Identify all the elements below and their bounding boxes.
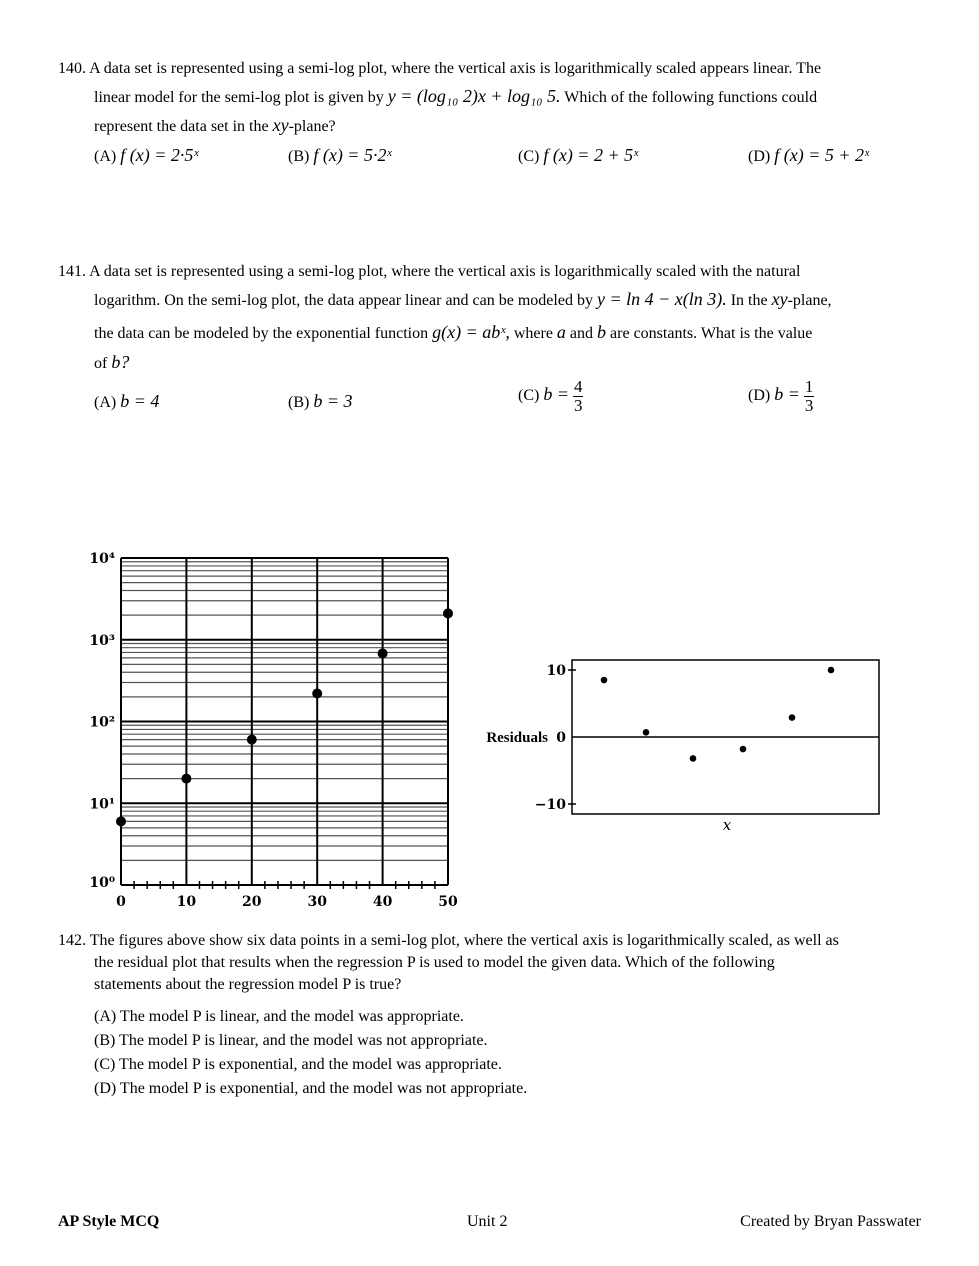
x-axis-label: x <box>722 816 732 834</box>
y-tick-label: 10⁰ <box>89 875 115 891</box>
q141-b: b? <box>111 352 130 372</box>
q141-text: -plane, <box>787 292 832 309</box>
q140-model: y = (log₁₀ 2)x + log₁₀ 5. <box>387 86 561 106</box>
footer-right: Created by Bryan Passwater <box>740 1213 921 1230</box>
residual-point <box>828 667 835 674</box>
q141-a: a <box>556 322 566 342</box>
choice-label: (D) <box>748 387 771 405</box>
q142-text: the residual plot that results when the regression P is used to model the given data. Which of the following <box>94 954 775 971</box>
choice-label: (B) <box>288 394 310 411</box>
q141-text: logarithm. On the semi-log plot, the data appear linear and can be modeled by <box>94 292 593 309</box>
residual-point <box>690 755 697 762</box>
q140-text: represent the data set in the <box>94 118 269 135</box>
choice-expr: f (x) = 5 + 2ˣ <box>774 145 870 165</box>
y-tick-label: 10⁴ <box>89 551 115 567</box>
q141-text: the data can be modeled by the exponential function <box>94 325 429 342</box>
choice-label: (C) <box>518 387 540 405</box>
choice-label: (A) <box>94 148 117 165</box>
choice-expr: b = 4 <box>120 391 160 411</box>
denominator: 3 <box>804 396 814 415</box>
x-tick-label: 30 <box>307 894 327 910</box>
choice-label: (C) <box>518 148 540 165</box>
x-tick-label: 20 <box>242 894 262 910</box>
q141-func: g(x) = abˣ, <box>432 322 510 342</box>
choice-expr: b = 3 <box>313 391 353 411</box>
data-point <box>181 774 191 784</box>
q141-xy: xy <box>771 289 788 309</box>
y-tick-label: 10³ <box>89 632 115 649</box>
numerator: 4 <box>573 377 583 396</box>
y-axis-label: Residuals <box>486 730 548 746</box>
q141-text: A data set is represented using a semi-log plot, where the vertical axis is logarithmically scaled with the natural <box>89 263 801 280</box>
footer-center: Unit 2 <box>467 1213 508 1230</box>
choice-label: (A) <box>94 394 117 411</box>
footer-left: AP Style MCQ <box>58 1213 160 1230</box>
q141-model: y = ln 4 − x(ln 3). <box>596 289 727 309</box>
data-point <box>312 689 322 699</box>
data-point <box>378 648 388 658</box>
x-tick-label: 10 <box>176 894 197 910</box>
q142-number: 142. <box>58 932 86 949</box>
q141-text: where <box>513 325 553 342</box>
choice-label: (B) <box>288 148 310 165</box>
q141-text: and <box>569 325 594 342</box>
q142-text: statements about the regression model P is true? <box>94 976 402 993</box>
x-tick-label: 50 <box>438 894 458 910</box>
q140-text: linear model for the semi-log plot is given by <box>94 89 384 106</box>
q142-choice-c[interactable]: (C) The model P is exponential, and the model was appropriate. <box>94 1056 502 1073</box>
q141-b: b <box>597 322 607 342</box>
y-tick-label: 10¹ <box>89 796 115 813</box>
q141-number: 141. <box>58 263 86 280</box>
q140-text: A data set is represented using a semi-log plot, where the vertical axis is logarithmically scaled appears linear. The <box>89 60 822 77</box>
y-tick-label: 0 <box>556 730 566 746</box>
x-tick-label: 40 <box>372 894 393 910</box>
choice-expr: f (x) = 5·2ˣ <box>313 145 392 165</box>
data-point <box>116 816 126 826</box>
q140-text: -plane? <box>288 118 336 135</box>
q141-text: of <box>94 355 108 372</box>
residual-point <box>789 714 796 721</box>
choice-expr: f (x) = 2·5ˣ <box>120 145 199 165</box>
numerator: 1 <box>804 377 814 396</box>
choice-expr: f (x) = 2 + 5ˣ <box>543 145 639 165</box>
q140-text: Which of the following functions could <box>564 89 818 106</box>
residual-point <box>601 677 608 684</box>
choice-label: (D) <box>748 148 771 165</box>
y-tick-label: −10 <box>534 797 566 813</box>
y-tick-label: 10 <box>546 663 566 679</box>
choice-expr: b = <box>774 384 800 405</box>
y-tick-label: 10² <box>89 714 115 731</box>
data-point <box>247 735 257 745</box>
q142-choice-a[interactable]: (A) The model P is linear, and the model was appropriate. <box>94 1008 464 1025</box>
q142-line1 <box>58 932 839 950</box>
q142-text: The figures above show six data points in a semi-log plot, where the vertical axis is logarithmically scaled, as well as <box>89 932 839 949</box>
q140-number: 140. <box>58 60 86 77</box>
q141-text: are constants. What is the value <box>610 325 813 342</box>
residual-point <box>740 746 747 753</box>
q141-text: In the <box>730 292 768 309</box>
choice-expr: b = <box>543 384 569 405</box>
denominator: 3 <box>573 396 583 415</box>
x-tick-label: 0 <box>116 894 126 910</box>
q140-xy: xy <box>272 115 289 135</box>
q142-choice-b[interactable]: (B) The model P is linear, and the model was not appropriate. <box>94 1032 488 1049</box>
data-point <box>443 608 453 618</box>
residual-point <box>643 729 650 736</box>
q142-choice-d[interactable]: (D) The model P is exponential, and the model was not appropriate. <box>94 1080 528 1097</box>
